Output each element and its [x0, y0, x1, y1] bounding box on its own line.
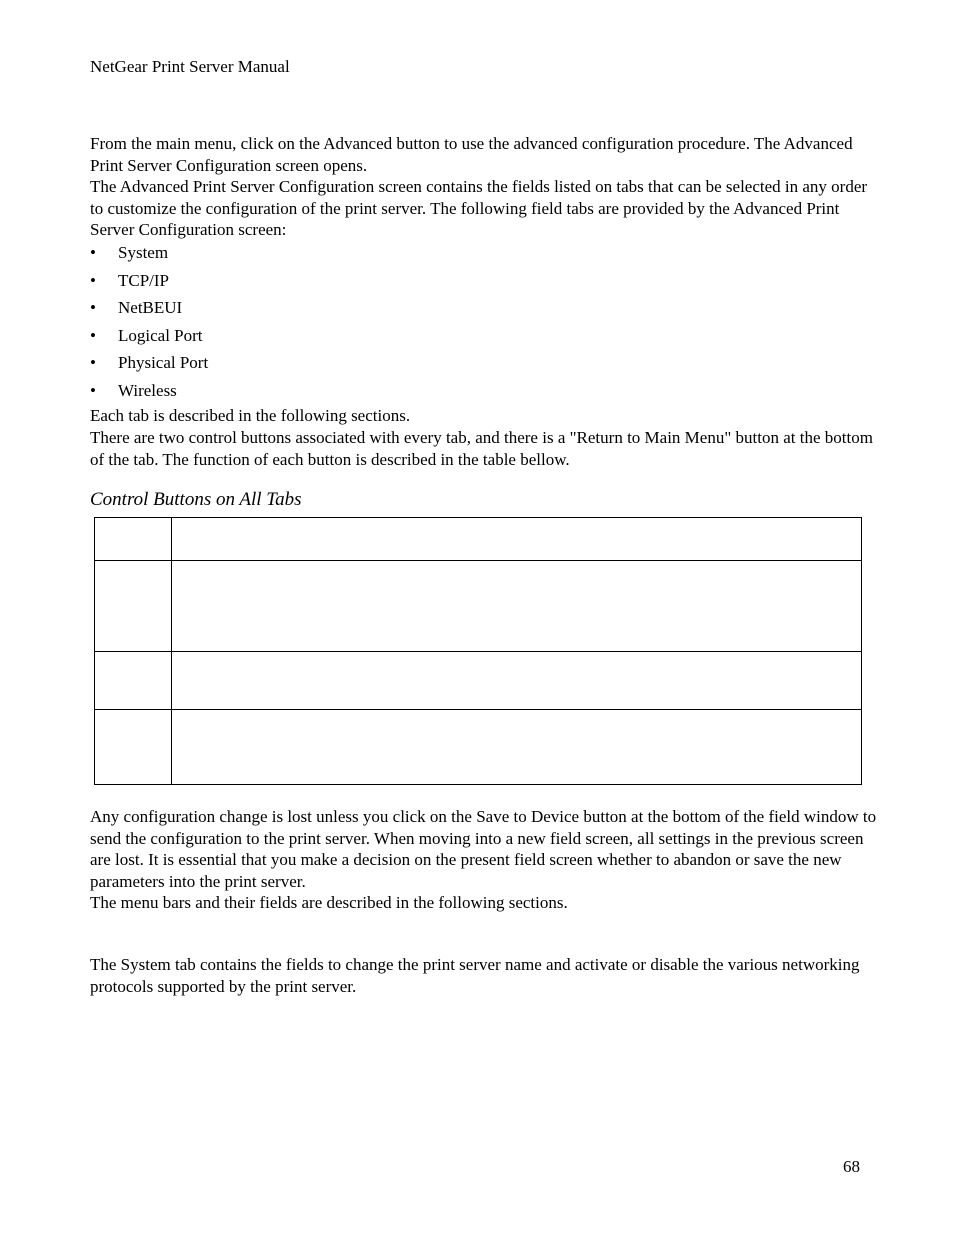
bullet-icon: •	[90, 298, 96, 317]
running-header: NetGear Print Server Manual	[90, 57, 290, 76]
page-number: 68	[843, 1157, 860, 1176]
body-paragraph-1: Any configuration change is lost unless you click on the Save to Device button at the bottom of the field window to send the configuration to the print server. When moving into a new field screen, all settings in the previous screen are lost. It is essential that you make a decision on the present field screen whether to abandon or save the new parameters into the print server.	[90, 807, 877, 891]
table-cell	[95, 710, 172, 785]
table-cell	[172, 652, 862, 710]
list-item: • TCP/IP	[90, 269, 208, 297]
after-list-paragraph-1: Each tab is described in the following sections.	[90, 406, 411, 425]
table-row	[95, 710, 862, 785]
bullet-icon: •	[90, 353, 96, 372]
table-row	[95, 561, 862, 652]
table-row	[95, 652, 862, 710]
body-paragraph-3: The System tab contains the fields to change the print server name and activate or disable the various networking protocols supported by the print server.	[90, 955, 860, 996]
table-cell	[95, 561, 172, 652]
table-cell	[172, 710, 862, 785]
table-cell	[172, 518, 862, 561]
list-item: • NetBEUI	[90, 296, 208, 324]
bullet-icon: •	[90, 380, 96, 400]
intro-paragraph-2: The Advanced Print Server Configuration screen contains the fields listed on tabs that can be selected in any order to customize the configuration of the print server. The following field tabs are provided by the Advanced Print Server Configuration screen:	[90, 177, 868, 239]
table-cell	[172, 561, 862, 652]
control-buttons-table	[94, 517, 862, 785]
tab-list	[90, 241, 208, 406]
list-item: • Logical Port	[90, 324, 208, 352]
body-paragraph-2: The menu bars and their fields are described in the following sections.	[90, 893, 568, 912]
list-item: • System	[90, 241, 208, 269]
table-cell	[95, 518, 172, 561]
table-row	[95, 518, 862, 561]
list-item: • Physical Port	[90, 351, 208, 379]
bullet-icon: •	[90, 325, 96, 345]
table-cell	[95, 652, 172, 710]
bullet-icon: •	[90, 270, 96, 290]
after-list-paragraph-2: There are two control buttons associated with every tab, and there is a "Return to Main Menu" button at the bottom of the tab. The function of each button is described in the table bellow.	[90, 428, 873, 469]
table-caption: Control Buttons on All Tabs	[90, 489, 302, 510]
intro-paragraph-1: From the main menu, click on the Advanced button to use the advanced configuration procedure. The Advanced Print Server Configuration screen opens.	[90, 134, 853, 175]
list-item: • Wireless	[90, 379, 208, 407]
bullet-icon: •	[90, 243, 96, 262]
